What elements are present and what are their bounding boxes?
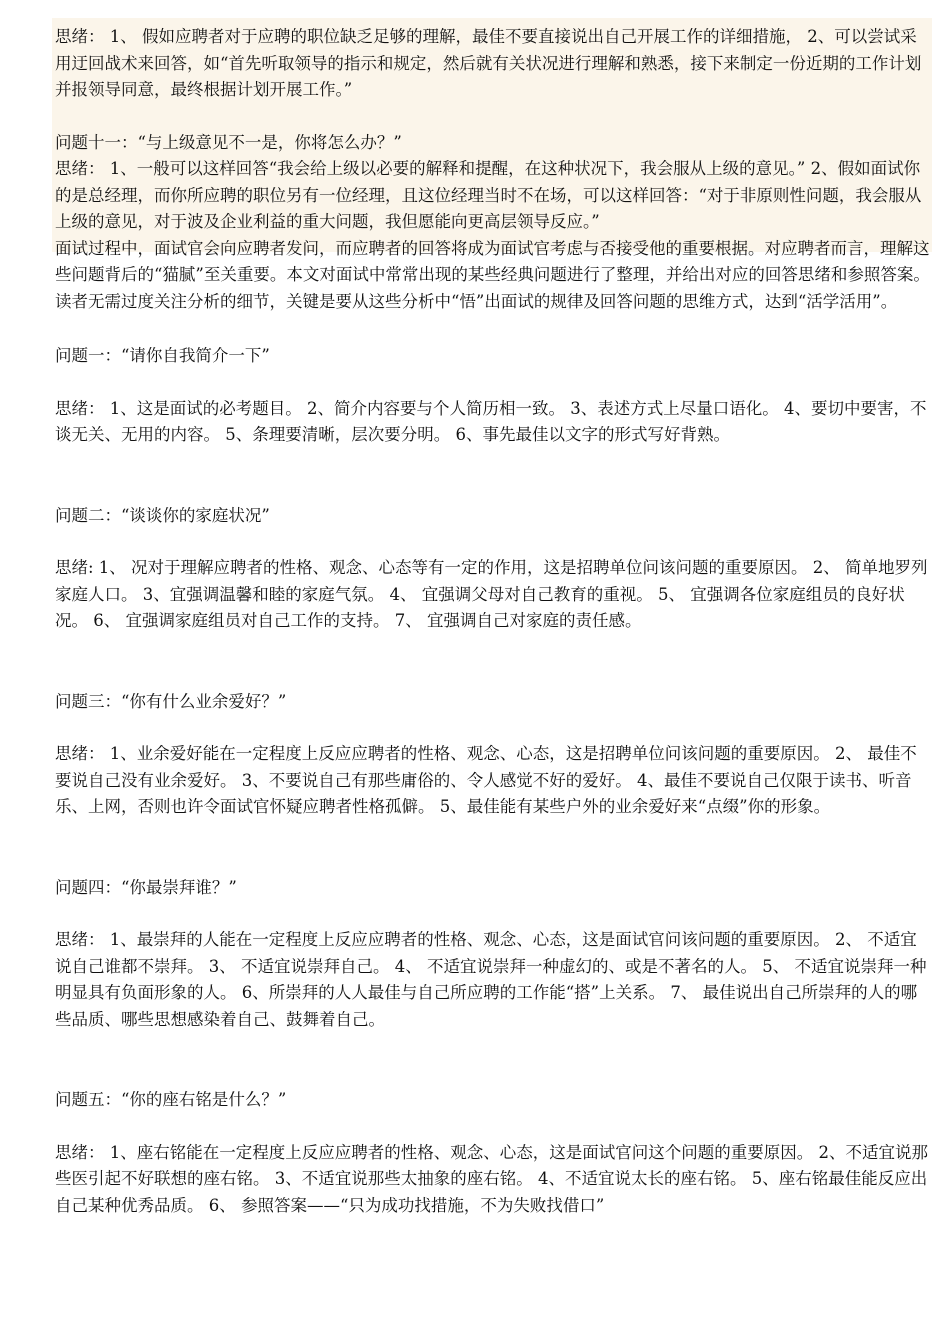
question-1-answer: 思绪： 1、这是面试的必考题目。 2、简介内容要与个人简历相一致。 3、表述方式上尽量口语化。 4、要切中要害，不谈无关、无用的内容。 5、条理要清晰，层次要分明。 6、事先最佳以文字的形式写好背熟。 — [55, 398, 927, 444]
preface-paragraph: 面试过程中，面试官会向应聘者发问，而应聘者的回答将成为面试官考虑与否接受他的重要根据。对应聘者而言，理解这些问题背后的“猫腻”至关重要。本文对面试中常常出现的某些经典问题进行了整理，并给出对应的回答思绪和参照答案。读者无需过度关注分析的细节，关键是要从这些分析中“悟”出面试的规律及回答问题的思维方式，达到“活学活用”。 — [55, 238, 930, 311]
question-3-title: 问题三：“你有什么业余爱好？” — [55, 691, 287, 711]
question-1-title: 问题一：“请你自我简介一下” — [55, 346, 270, 365]
document-body — [55, 24, 930, 1219]
question-3-answer: 思绪： 1、业余爱好能在一定程度上反应应聘者的性格、观念、心态，这是招聘单位问该问题的重要原因。 2、 最佳不要说自己没有业余爱好。 3、不要说自己有那些庸俗的、令人感觉不好的爱好。 4、最佳不要说自己仅限于读书、听音乐、上网，否则也许令面试官怀疑应聘者性格孤僻。 5、最佳能有某些户外的业余爱好来“点缀”你的形象。 — [55, 744, 917, 816]
question-4-answer: 思绪： 1、最崇拜的人能在一定程度上反应应聘者的性格、观念、心态，这是面试官问该问题的重要原因。 2、 不适宜说自己谁都不崇拜。 3、 不适宜说崇拜自己。 4、 不适宜说崇拜一种虚幻的、或是不著名的人。 5、 不适宜说崇拜一种明显具有负面形象的人。 6、所崇拜的人人最佳与自己所应聘的工作能“搭”上关系。 7、 最佳说出自己所崇拜的人的哪些品质、哪些思想感染着自己、鼓舞着自己。 — [55, 930, 927, 1029]
question-2-answer: 思绪: 1、 况对于理解应聘者的性格、观念、心态等有一定的作用，这是招聘单位问该问题的重要原因。 2、 简单地罗列家庭人口。 3、宜强调温馨和睦的家庭气氛。 4、 宜强调父母对自己教育的重视。 5、 宜强调各位家庭组员的良好状况。 6、 宜强调家庭组员对自己工作的支持。 7、 宜强调自己对家庭的责任感。 — [55, 558, 928, 630]
question-4-title: 问题四：“你最崇拜谁？” — [55, 877, 237, 897]
question-2-title: 问题二：“谈谈你的家庭状况” — [55, 505, 270, 525]
question-11-answer: 思绪： 1、一般可以这样回答“我会给上级以必要的解释和提醒，在这种状况下，我会服从上级的意见。” 2、假如面试你的是总经理，而你所应聘的职位另有一位经理，且这位经理当时不在场，可以这样回答：“对于非原则性问题，我会服从上级的意见，对于波及企业利益的重大问题，我但愿能向更高层领导反应。” — [55, 159, 922, 231]
question-11-title: 问题十一：“与上级意见不一是，你将怎么办？” — [55, 132, 402, 152]
intro-answer-paragraph: 思绪： 1、 假如应聘者对于应聘的职位缺乏足够的理解，最佳不要直接说出自己开展工作的详细措施， 2、可以尝试采用迂回战术来回答，如“首先听取领导的指示和规定，然后就有关状况进行理解和熟悉，接下来制定一份近期的工作计划并报领导同意，最终根据计划开展工作。” — [55, 27, 922, 99]
question-5-answer: 思绪： 1、座右铭能在一定程度上反应应聘者的性格、观念、心态，这是面试官问这个问题的重要原因。 2、不适宜说那些医引起不好联想的座右铭。 3、不适宜说那些太抽象的座右铭。 4、不适宜说太长的座右铭。 5、座右铭最佳能反应出自己某种优秀品质。 6、 参照答案——“只为成功找措施，不为失败找借口” — [55, 1142, 928, 1215]
question-5-title: 问题五：“你的座右铭是什么？” — [55, 1090, 287, 1109]
